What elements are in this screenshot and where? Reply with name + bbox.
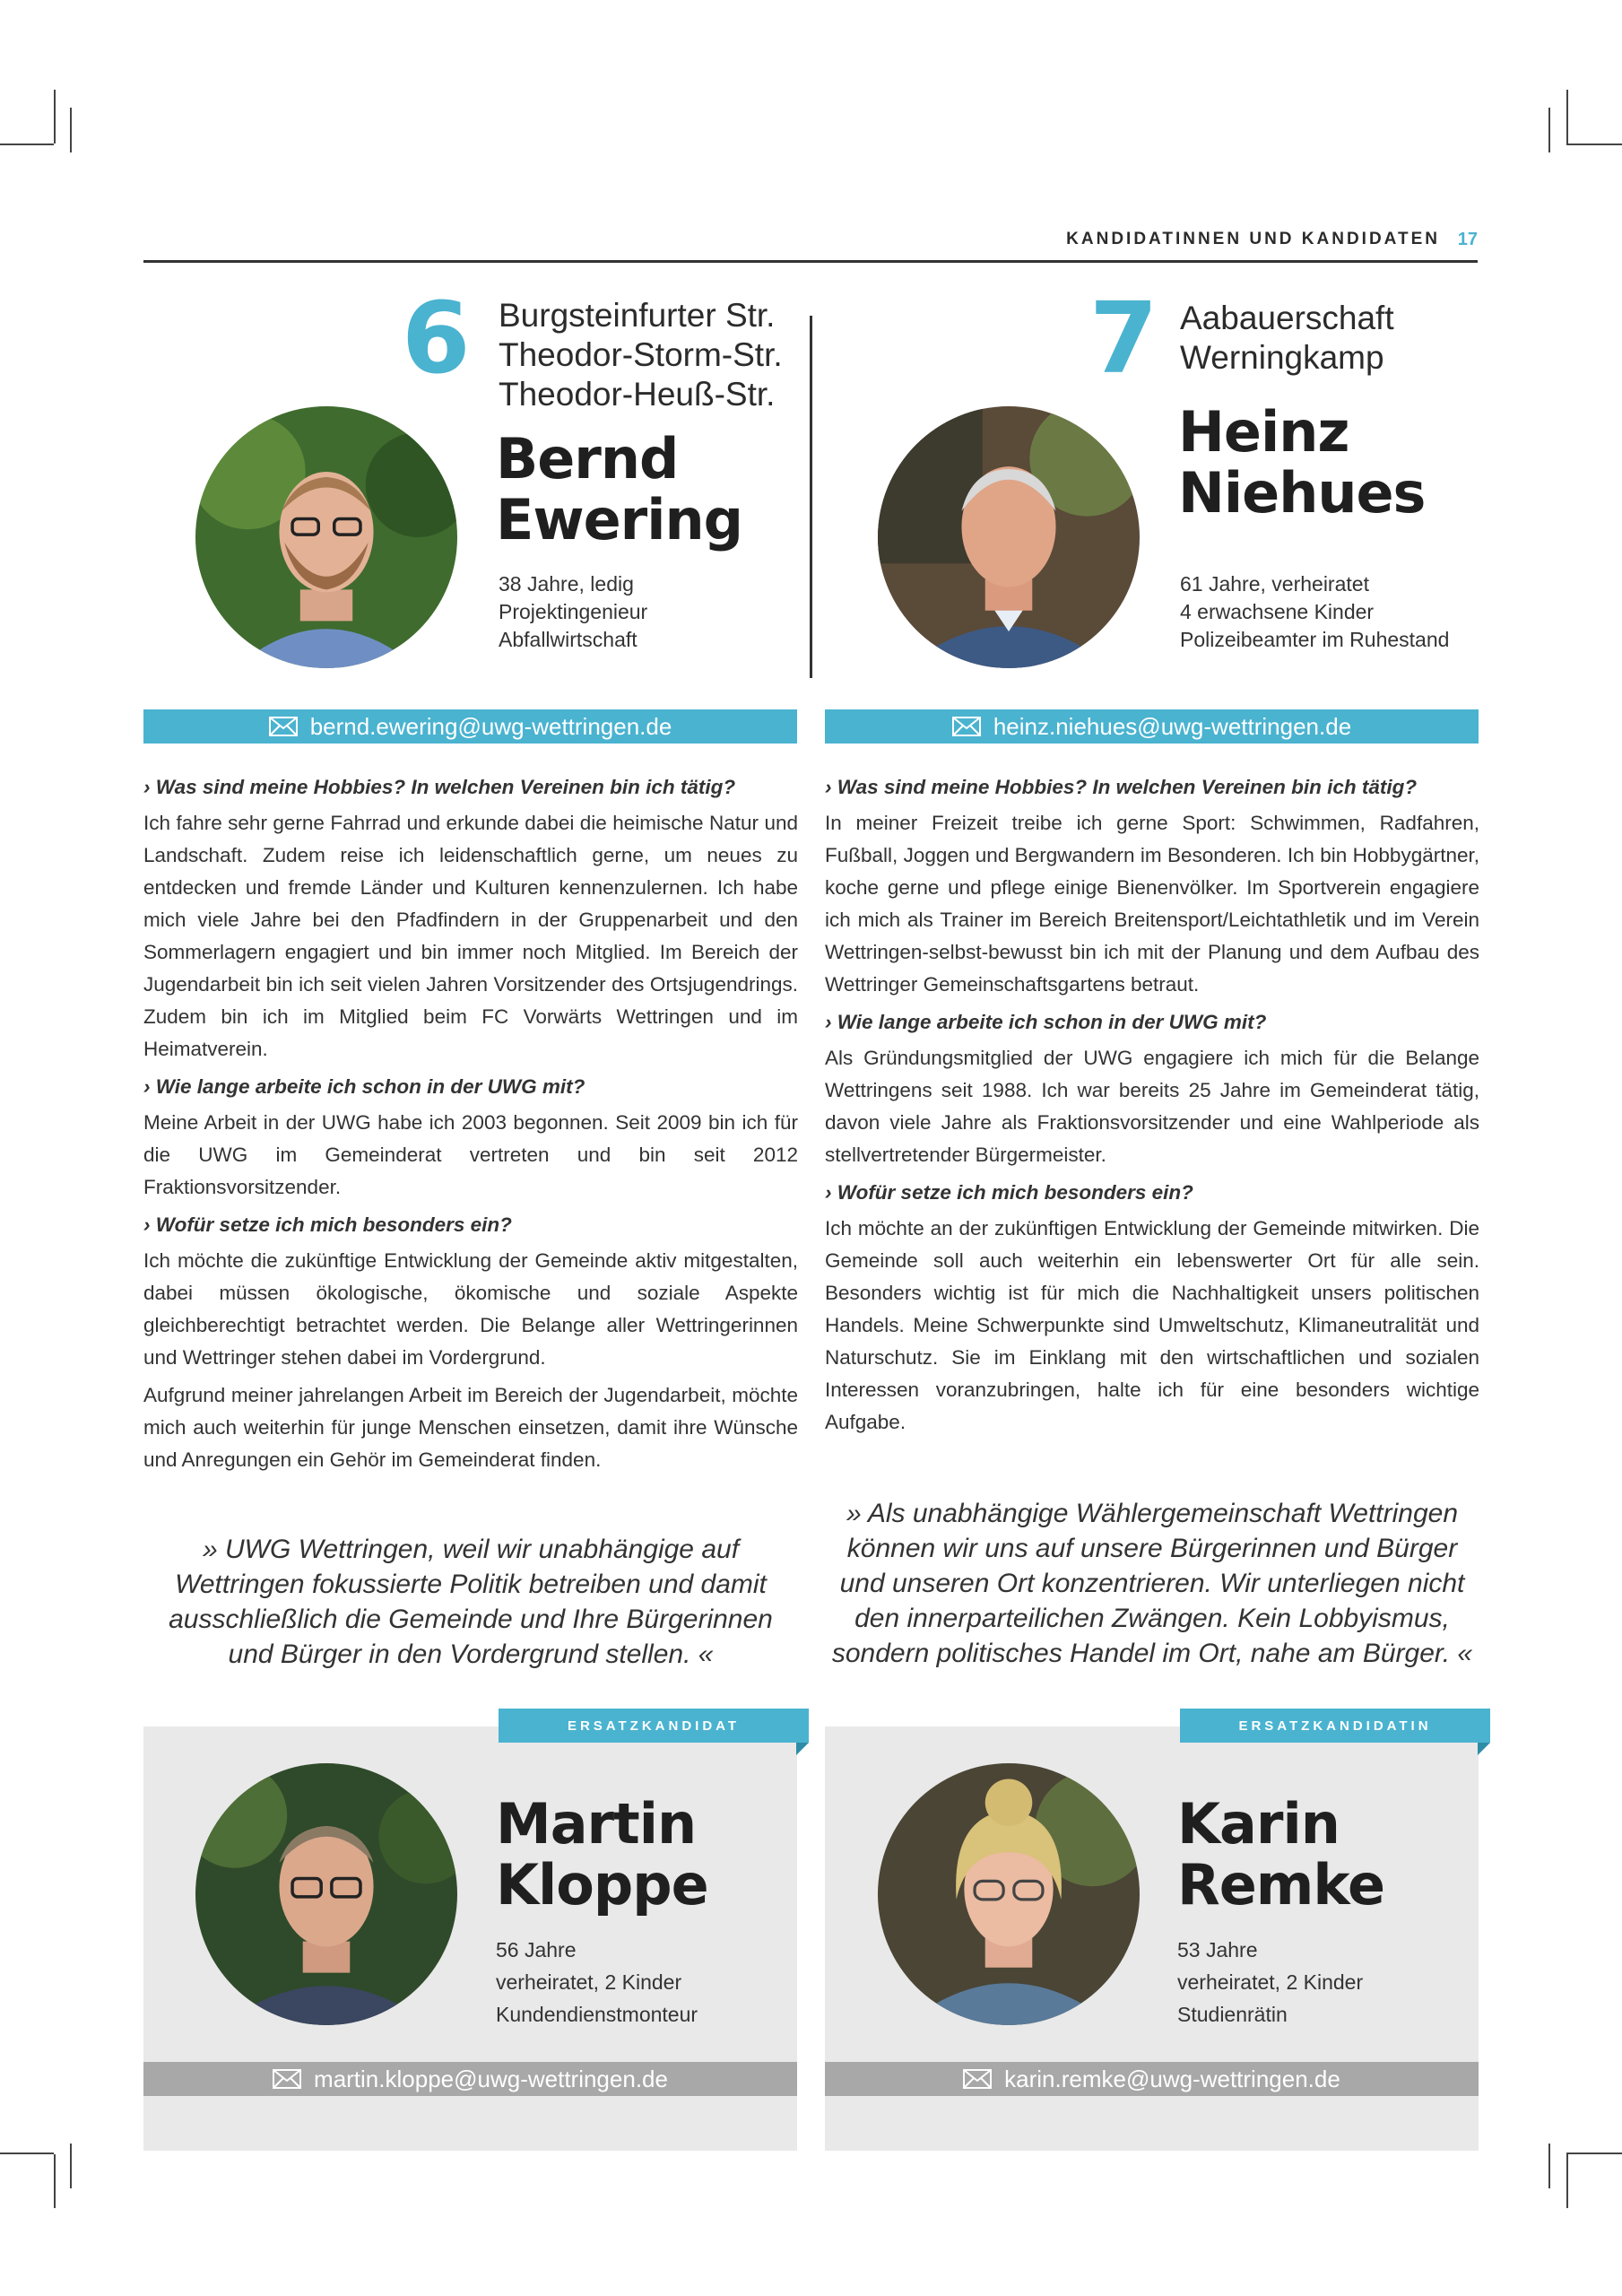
candidate-last-name: Ewering xyxy=(496,487,743,552)
crop-mark xyxy=(0,144,54,145)
candidate-first-name: Karin xyxy=(1177,1791,1340,1857)
candidate-info xyxy=(496,1934,698,2031)
candidate-info xyxy=(1180,570,1449,654)
info-line: verheiratet, 2 Kinder xyxy=(496,1970,682,1994)
email-link[interactable]: martin.kloppe@uwg-wettringen.de xyxy=(314,2065,668,2092)
candidate-text-column xyxy=(143,771,798,1482)
page-number: 17 xyxy=(1457,230,1478,249)
candidate-info xyxy=(1177,1934,1363,2031)
candidate-first-name: Heinz xyxy=(1178,399,1349,465)
district-line: Aabauerschaft xyxy=(1180,300,1394,336)
candidate-first-name: Martin xyxy=(496,1791,697,1857)
crop-mark xyxy=(54,2154,56,2208)
candidate-last-name: Niehues xyxy=(1178,460,1426,526)
info-line: Projektingenieur xyxy=(499,600,648,623)
question-heading: › Wie lange arbeite ich schon in der UWG mit? xyxy=(825,1011,1267,1033)
candidate-number: 6 xyxy=(402,281,471,396)
crop-mark xyxy=(1566,2154,1568,2208)
email-bar[interactable] xyxy=(825,2062,1479,2096)
info-line: Kundendienstmonteur xyxy=(496,2003,698,2026)
crop-mark xyxy=(1566,2152,1622,2154)
email-link[interactable]: karin.remke@uwg-wettringen.de xyxy=(1004,2065,1340,2092)
district-line: Theodor-Storm-Str. xyxy=(499,336,783,373)
tag-fold xyxy=(1478,1743,1490,1755)
info-line: 4 erwachsene Kinder xyxy=(1180,600,1375,623)
section-title: KANDIDATINNEN UND KANDIDATEN xyxy=(1066,230,1440,248)
info-line: 53 Jahre xyxy=(1177,1938,1258,1961)
candidate-last-name: Kloppe xyxy=(496,1852,708,1918)
district-line: Burgsteinfurter Str. xyxy=(499,297,776,334)
envelope-icon xyxy=(273,2069,301,2089)
substitute-tag: ERSATZKANDIDATIN xyxy=(1180,1709,1490,1743)
envelope-icon xyxy=(269,717,298,736)
email-link[interactable]: bernd.ewering@uwg-wettringen.de xyxy=(309,712,672,740)
crop-mark xyxy=(1548,108,1550,152)
crop-mark xyxy=(70,108,72,152)
answer-paragraph: Ich fahre sehr gerne Fahrrad und erkunde dabei die heimische Natur und Landschaft. Zudem reise ich leidenschaftlich gerne, um neues zu entdecken und fremde Länder und Kulturen kennenzulernen. Ich habe mich viele Jahre bei den Pfadfindern in der Gruppenarbeit und den Sommerlagern engagiert und bin immer noch Mitglied. Im Bereich der Jugendarbeit bin ich seit vielen Jahren Vorsitzender des Ortsjugendrings. Zudem bin ich im Mitglied beim FC Vorwärts Wettringen und im Heimatverein. xyxy=(143,812,798,1060)
email-bar[interactable] xyxy=(143,2062,797,2096)
info-line: 38 Jahre, ledig xyxy=(499,572,634,596)
crop-mark xyxy=(1548,2144,1550,2188)
info-line: Studienrätin xyxy=(1177,2003,1288,2026)
crop-mark xyxy=(70,2144,72,2188)
crop-mark xyxy=(1566,144,1622,145)
district-line: Werningkamp xyxy=(1180,339,1384,376)
question-heading: › Wofür setze ich mich besonders ein? xyxy=(143,1213,512,1236)
answer-paragraph: Aufgrund meiner jahrelangen Arbeit im Bereich der Jugendarbeit, möchte mich auch weiterhin für junge Menschen einsetzen, damit ihre Wünsche und Anregungen ein Gehör im Gemeinderat finden. xyxy=(143,1384,798,1471)
email-bar[interactable] xyxy=(143,709,797,744)
question-heading: › Wofür setze ich mich besonders ein? xyxy=(825,1181,1193,1204)
crop-mark xyxy=(54,90,56,144)
email-link[interactable]: heinz.niehues@uwg-wettringen.de xyxy=(993,712,1352,740)
info-line: verheiratet, 2 Kinder xyxy=(1177,1970,1364,1994)
info-line: Abfallwirtschaft xyxy=(499,628,638,651)
candidate-photo xyxy=(878,406,1140,668)
envelope-icon xyxy=(963,2069,992,2089)
question-heading: › Was sind meine Hobbies? In welchen Vereinen bin ich tätig? xyxy=(825,776,1418,798)
email-bar[interactable] xyxy=(825,709,1479,744)
question-heading: › Wie lange arbeite ich schon in der UWG mit? xyxy=(143,1075,585,1098)
info-line: 61 Jahre, verheiratet xyxy=(1180,572,1369,596)
info-line: Polizeibeamter im Ruhestand xyxy=(1180,628,1450,651)
crop-mark xyxy=(0,2152,54,2154)
tag-fold xyxy=(796,1743,809,1755)
candidate-quote: » UWG Wettringen, weil wir unabhängige auf Wettringen fokussierte Politik betreiben und damit ausschließlich die Gemeinde und Ihre Bürgerinnen und Bürger in den Vordergrund stellen. « xyxy=(169,1535,773,1669)
answer-paragraph: Ich möchte an der zukünftigen Entwicklung der Gemeinde mitwirken. Die Gemeinde soll auch weiterhin ein lebenswerter Ort für alle sein. Besonders wichtig ist für mich die Nachhaltigkeit unsers politischen Handels. Meine Schwerpunkte sind Umweltschutz, Klimaneutralität und Naturschutz. Sie im Einklang mit den wirtschaftlichen und sozialen Interessen voranzubringen, halte ich für eine besonders wichtige Aufgabe. xyxy=(825,1217,1479,1433)
answer-paragraph: Ich möchte die zukünftige Entwicklung der Gemeinde aktiv mitgestalten, dabei müssen ökologische, ökomische und soziale Aspekte gleichberechtigt betrachtet werden. Die Belange aller Wettringerinnen und Wettringer stehen dabei im Vordergrund. xyxy=(143,1249,798,1369)
answer-paragraph: Als Gründungsmitglied der UWG engagiere ich mich für die Belange Wettringens seit 1988. Ich war bereits 25 Jahre im Gemeinderat tätig, davon viele Jahre als Fraktionsvorsitzender und eine Wahlperiode als stellvertretender Bürgermeister. xyxy=(825,1047,1479,1166)
info-line: 56 Jahre xyxy=(496,1938,577,1961)
envelope-icon xyxy=(952,717,981,736)
crop-mark xyxy=(1566,90,1568,144)
district-line: Theodor-Heuß-Str. xyxy=(499,376,776,413)
candidate-quote: » Als unabhängige Wählergemeinschaft Wettringen können wir uns auf unsere Bürgerinnen und Bürger und unseren Ort konzentrieren. Wir unterliegen nicht den innerparteilichen Zwängen. Kein Lobbyismus, sondern politisches Handel im Ort, nahe am Bürger. « xyxy=(831,1499,1473,1668)
divider xyxy=(810,316,812,678)
answer-paragraph: In meiner Freizeit treibe ich gerne Sport: Schwimmen, Radfahren, Fußball, Joggen und Bergwandern im Besonderen. Ich bin Hobbygärtner, koche gerne und pflege einige Bienenvölker. Im Sportverein engagiere ich mich als Trainer im Bereich Breitensport/Leichtathletik und im Verein Wettringen-selbst-bewusst bin ich mit der Planung und dem Aufbau des Wettringer Gemeinschaftsgartens betraut. xyxy=(825,812,1479,996)
candidate-photo xyxy=(195,1763,457,2025)
candidate-photo xyxy=(878,1763,1140,2025)
question-heading: › Was sind meine Hobbies? In welchen Vereinen bin ich tätig? xyxy=(143,776,736,798)
candidate-first-name: Bernd xyxy=(496,426,679,491)
candidate-last-name: Remke xyxy=(1177,1852,1385,1918)
page-header xyxy=(143,224,1478,263)
answer-paragraph: Meine Arbeit in der UWG habe ich 2003 begonnen. Seit 2009 bin ich für die UWG im Gemeinderat vertreten und bin seit 2012 Fraktionsvorsitzender. xyxy=(143,1111,798,1198)
candidate-info xyxy=(499,570,647,654)
candidate-text-column xyxy=(825,771,1479,1444)
candidate-number: 7 xyxy=(1089,281,1158,396)
candidate-photo xyxy=(195,406,457,668)
substitute-tag: ERSATZKANDIDAT xyxy=(499,1709,809,1743)
